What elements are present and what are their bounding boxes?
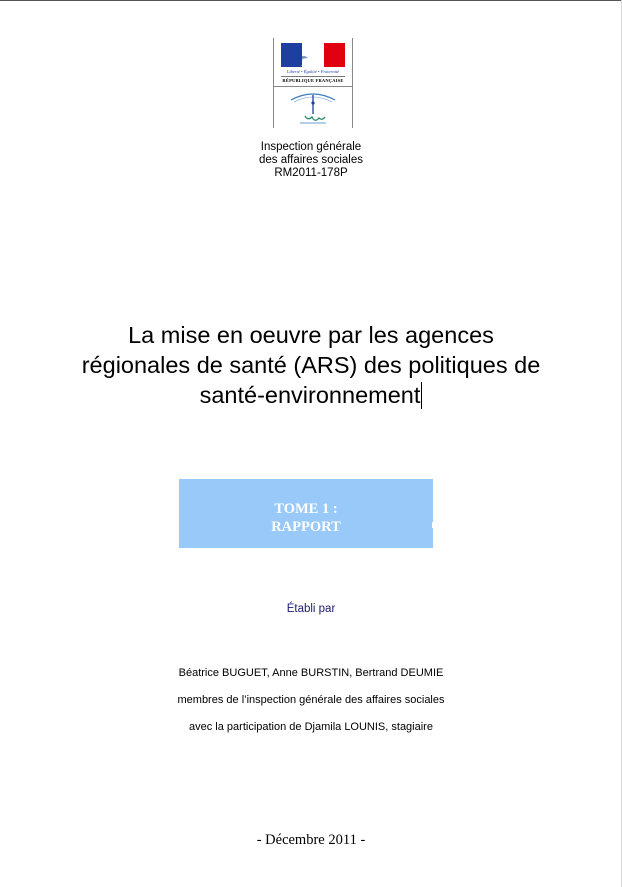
organization-block: [200, 141, 422, 180]
title-line-1: La mise en oeuvre par les agences: [128, 322, 494, 348]
authors-line-3: avec la participation de Djamila LOUNIS, stagiaire: [189, 721, 433, 733]
marianne-logo: [274, 38, 352, 86]
republic-divider: [281, 76, 345, 77]
org-line-1: Inspection générale: [260, 141, 362, 153]
tome-type: RAPPORT: [271, 519, 341, 535]
title-line-3: santé-environnement: [199, 382, 421, 408]
title-line-2: régionales de santé (ARS) des politiques de: [81, 352, 541, 378]
text-cursor: [421, 382, 422, 409]
title-line-3-wrap: [40, 380, 582, 410]
report-reference: RM2011-178P: [274, 167, 348, 179]
tome-box: [179, 479, 433, 548]
authors-line-1: Béatrice BUGUET, Anne BURSTIN, Bertrand DEUMIE: [178, 667, 444, 679]
igas-logo: [274, 86, 352, 129]
report-title: [40, 320, 582, 410]
republic-name: RÉPUBLIQUE FRANÇAISE: [282, 78, 344, 83]
marianne-profile-icon: [295, 45, 331, 67]
tome-box-notch: [432, 522, 434, 528]
established-by: Établi par: [286, 603, 336, 615]
authors-block: [110, 660, 512, 741]
report-date: - Décembre 2011 -: [256, 832, 366, 848]
top-border: [0, 0, 622, 1]
republic-motto: Liberté • Égalité • Fraternité: [286, 69, 340, 74]
header-logo-block: [273, 38, 353, 128]
igas-logo-icon: [288, 90, 338, 128]
tome-label: TOME 1 :: [274, 501, 338, 517]
tricolor-flag: [281, 43, 345, 67]
org-line-2: des affaires sociales: [259, 154, 363, 166]
authors-line-2: membres de l’inspection générale des affaires sociales: [177, 694, 445, 706]
